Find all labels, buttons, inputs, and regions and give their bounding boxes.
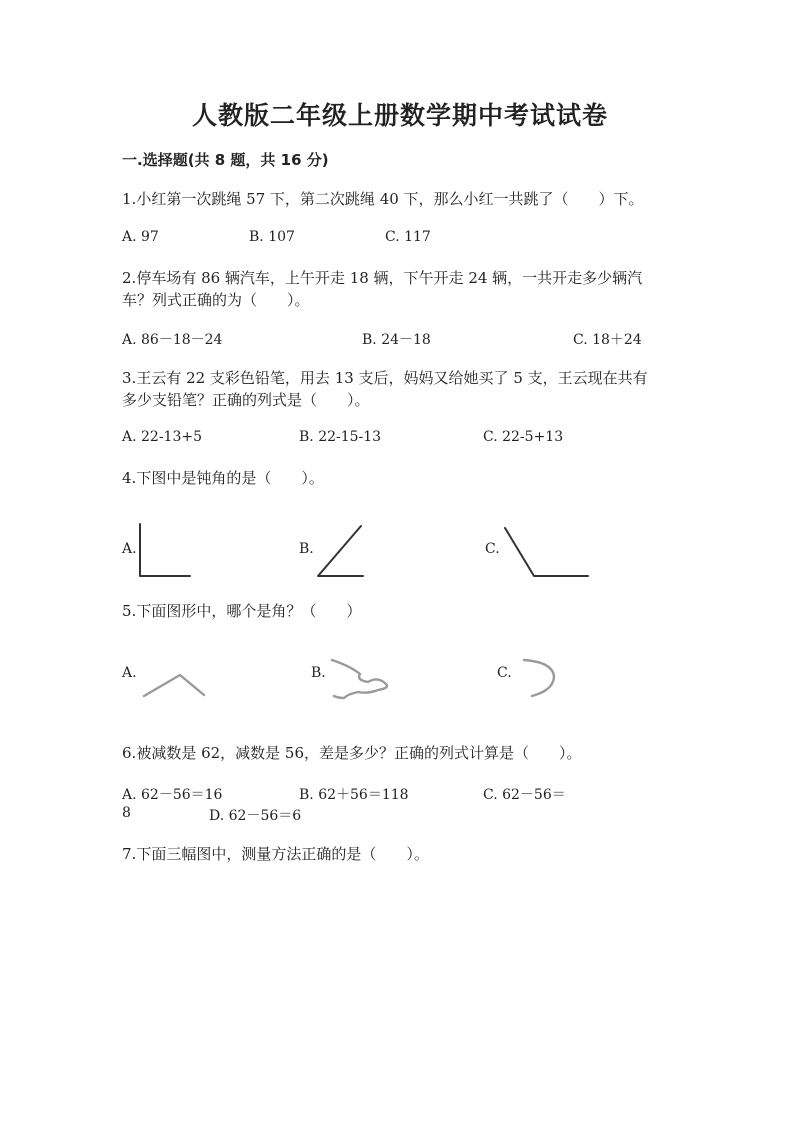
question-text: 下面图形中，哪个是角？（ ） bbox=[136, 602, 362, 620]
question-text: 小红第一次跳绳 57 下，第二次跳绳 40 下，那么小红一共跳了（ ）下。 bbox=[136, 190, 644, 208]
question-4 bbox=[122, 467, 324, 489]
option-b: B. 22-15-13 bbox=[299, 429, 382, 445]
question-6 bbox=[122, 742, 582, 764]
option-a: A. 97 bbox=[122, 229, 159, 245]
question-text: 被减数是 62，减数是 56，差是多少？正确的列式计算是（ ）。 bbox=[136, 744, 582, 762]
question-number: 7. bbox=[122, 845, 137, 863]
question-number: 4. bbox=[122, 469, 137, 487]
angle-shape-figure bbox=[140, 670, 210, 702]
option-b: B. 62＋56＝118 bbox=[299, 787, 409, 803]
option-d: D. 62－56＝6 bbox=[209, 808, 302, 824]
question-text: 下图中是钝角的是（ ）。 bbox=[136, 469, 324, 487]
option-b: B. bbox=[299, 541, 314, 557]
option-a: A. 86－18－24 bbox=[122, 332, 223, 348]
option-a: A. 62－56＝16 bbox=[122, 787, 223, 803]
option-c: C. 62－56＝ bbox=[483, 787, 566, 803]
option-b: B. 107 bbox=[249, 229, 295, 245]
wavy-line-figure bbox=[328, 654, 400, 702]
option-a: A. 22-13+5 bbox=[122, 429, 203, 445]
question-1 bbox=[122, 188, 644, 210]
question-3-line-2: 多少支铅笔？正确的列式是（ ）。 bbox=[122, 391, 370, 409]
curved-line-figure bbox=[516, 654, 564, 702]
question-number: 2. bbox=[122, 269, 137, 287]
section-heading: 一.选择题(共 8 题，共 16 分) bbox=[122, 151, 329, 169]
option-a: A. bbox=[122, 541, 137, 557]
option-c: C. 18＋24 bbox=[573, 332, 642, 348]
obtuse-angle-figure bbox=[500, 524, 592, 580]
question-text: 下面三幅图中，测量方法正确的是（ ）。 bbox=[136, 845, 429, 863]
acute-angle-figure bbox=[313, 522, 365, 578]
page-title: 人教版二年级上册数学期中考试试卷 bbox=[191, 101, 608, 130]
option-c: C. 117 bbox=[385, 229, 431, 245]
question-3 bbox=[122, 367, 648, 389]
question-text-line-1: 王云有 22 支彩色铅笔，用去 13 支后，妈妈又给她买了 5 支，王云现在共有 bbox=[136, 369, 648, 387]
question-number: 3. bbox=[122, 369, 137, 387]
option-c: C. 22-5+13 bbox=[483, 429, 564, 445]
option-c: C. bbox=[485, 541, 500, 557]
right-angle-figure bbox=[135, 520, 195, 580]
question-7 bbox=[122, 843, 429, 865]
question-number: 6. bbox=[122, 744, 137, 762]
option-b: B. 24－18 bbox=[362, 332, 431, 348]
question-2-line-2: 车？列式正确的为（ ）。 bbox=[122, 291, 310, 309]
option-c: C. bbox=[497, 665, 512, 681]
option-a: A. bbox=[122, 665, 137, 681]
option-c-continued: 8 bbox=[122, 805, 131, 821]
question-2 bbox=[122, 267, 642, 289]
option-b: B. bbox=[311, 665, 326, 681]
question-number: 5. bbox=[122, 602, 137, 620]
question-number: 1. bbox=[122, 190, 137, 208]
question-text-line-1: 停车场有 86 辆汽车，上午开走 18 辆，下午开走 24 辆，一共开走多少辆汽 bbox=[136, 269, 643, 287]
question-5 bbox=[122, 600, 361, 622]
